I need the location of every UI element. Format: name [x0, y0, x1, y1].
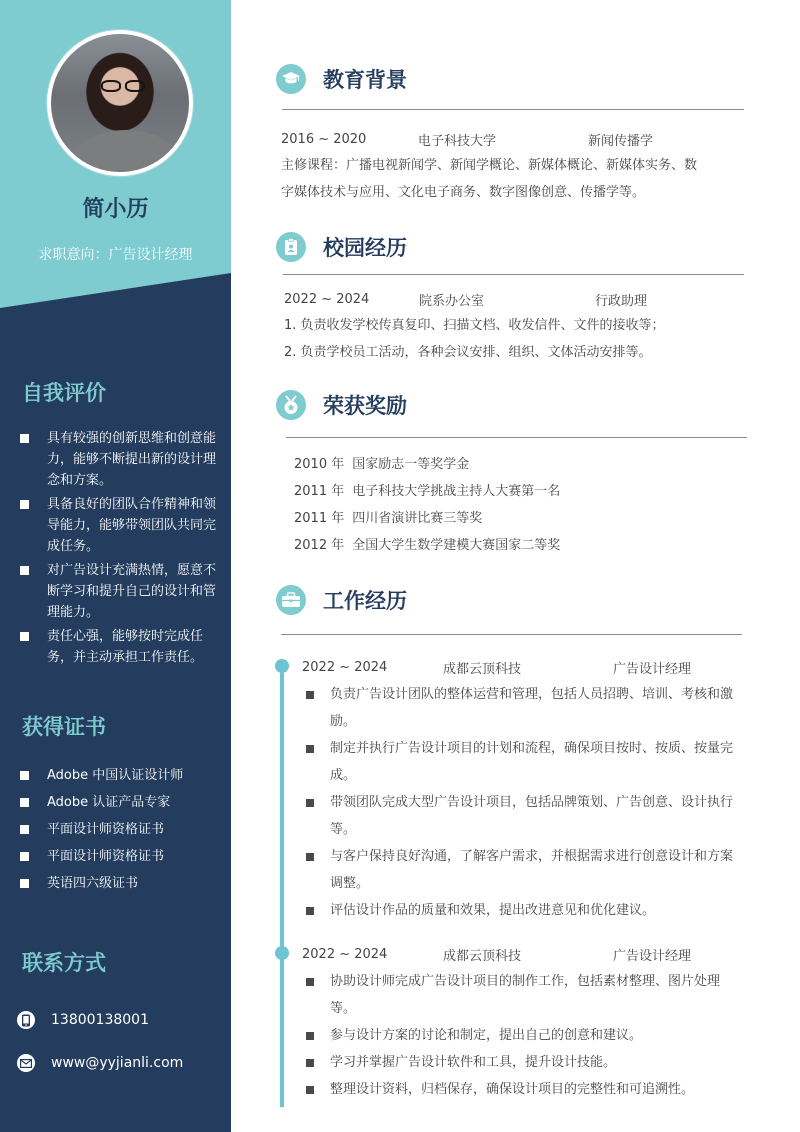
job-duty-item: 整理设计资料，归档保存，确保设计项目的完整性和可追溯性。 [304, 1076, 744, 1103]
timeline-dot-icon [275, 659, 289, 673]
campus-duties [284, 312, 665, 366]
email-address: www@yyjianli.com [51, 1055, 184, 1071]
square-bullet-icon [20, 632, 29, 641]
campus-header [276, 232, 407, 262]
campus-divider [283, 274, 744, 275]
job-row [302, 657, 691, 677]
job-duty-item: 制定并执行广告设计项目的计划和流程，确保项目按时、按质、按量完成。 [304, 735, 744, 789]
job-row [302, 944, 691, 964]
self-eval-item: 责任心强，能够按时完成任务，并主动承担工作责任。 [20, 626, 220, 668]
education-title: 教育背景 [323, 68, 407, 92]
job-duty-item: 参与设计方案的讨论和制定，提出自己的创意和建议。 [304, 1022, 744, 1049]
education-school: 电子科技大学 [418, 133, 497, 149]
square-bullet-icon [306, 799, 314, 807]
square-bullet-icon [306, 978, 314, 986]
job-duty-item: 学习并掌握广告设计软件和工具，提升设计技能。 [304, 1049, 744, 1076]
work-header [276, 585, 407, 615]
medal-icon [276, 390, 306, 420]
job-duty-item: 与客户保持良好沟通，了解客户需求，并根据需求进行创意设计和方案调整。 [304, 843, 744, 897]
job-duties [304, 968, 744, 1103]
candidate-name: 简小历 [82, 197, 149, 222]
campus-org: 院系办公室 [419, 293, 485, 309]
job-role: 广告设计经理 [613, 661, 692, 677]
square-bullet-icon [306, 745, 314, 753]
award-item: 2012 年 全国大学生数学建模大赛国家二等奖 [294, 538, 561, 553]
square-bullet-icon [20, 500, 29, 509]
job-period: 2022 ~ 2024 [302, 946, 388, 962]
phone-icon [17, 1011, 35, 1029]
square-bullet-icon [20, 798, 29, 807]
square-bullet-icon [306, 1032, 314, 1040]
sidebar [0, 0, 231, 1132]
job-duty-item: 协助设计师完成广告设计项目的制作工作，包括素材整理、图片处理等。 [304, 968, 744, 1022]
award-item: 2011 年 四川省演讲比赛三等奖 [294, 511, 483, 526]
awards-title: 荣获奖励 [323, 394, 407, 418]
job-intent: 求职意向：广告设计经理 [38, 247, 193, 263]
self-eval-list [20, 428, 220, 671]
square-bullet-icon [306, 907, 314, 915]
id-badge-icon [276, 232, 306, 262]
certs-list [20, 765, 220, 900]
avatar [47, 30, 193, 176]
timeline-dot-icon [275, 946, 289, 960]
avatar-torso [71, 130, 181, 176]
campus-title: 校园经历 [323, 236, 407, 260]
education-period: 2016 ~ 2020 [281, 131, 367, 147]
envelope-icon [17, 1054, 35, 1072]
square-bullet-icon [306, 691, 314, 699]
award-item: 2011 年 电子科技大学挑战主持人大赛第一名 [294, 484, 561, 499]
education-row [281, 129, 653, 149]
awards-header [276, 390, 407, 420]
work-divider [281, 634, 742, 635]
cert-item: Adobe 中国认证设计师 [20, 765, 220, 786]
campus-role: 行政助理 [595, 293, 648, 309]
self-eval-item: 具备良好的团队合作精神和领导能力，能够带领团队共同完成任务。 [20, 494, 220, 557]
self-eval-title: 自我评价 [22, 381, 106, 405]
square-bullet-icon [20, 566, 29, 575]
self-eval-item: 具有较强的创新思维和创意能力，能够不断提出新的设计理念和方案。 [20, 428, 220, 491]
square-bullet-icon [20, 879, 29, 888]
campus-duty-item: 2. 负责学校员工活动，各种会议安排、组织、文体活动安排等。 [284, 345, 652, 360]
education-divider [282, 109, 744, 110]
education-courses: 主修课程：广播电视新闻学、新闻学概论、新媒体概论、新媒体实务、数 字媒体技术与应用、文化电子商务、数字图像创意、传播学等。 [281, 158, 698, 200]
graduation-cap-icon [276, 64, 306, 94]
work-timeline-line [280, 663, 284, 1107]
square-bullet-icon [20, 852, 29, 861]
job-role: 广告设计经理 [613, 948, 692, 964]
square-bullet-icon [20, 825, 29, 834]
job-duties [304, 681, 744, 924]
cert-item: 平面设计师资格证书 [20, 819, 220, 840]
square-bullet-icon [306, 1086, 314, 1094]
campus-row [284, 289, 647, 309]
awards-divider [286, 437, 747, 438]
self-eval-item: 对广告设计充满热情，愿意不断学习和提升自己的设计和管理能力。 [20, 560, 220, 623]
award-item: 2010 年 国家励志一等奖学金 [294, 457, 470, 472]
campus-period: 2022 ~ 2024 [284, 291, 370, 307]
job-company: 成都云顶科技 [443, 661, 522, 677]
education-header [276, 64, 407, 94]
education-major: 新闻传播学 [588, 133, 654, 149]
awards-list [294, 451, 560, 559]
square-bullet-icon [20, 434, 29, 443]
contact-email [17, 1053, 183, 1073]
briefcase-icon [276, 585, 306, 615]
square-bullet-icon [306, 853, 314, 861]
contact-title: 联系方式 [22, 951, 106, 975]
avatar-glasses [99, 80, 149, 92]
cert-item: Adobe 认证产品专家 [20, 792, 220, 813]
phone-number: 13800138001 [51, 1012, 149, 1028]
square-bullet-icon [20, 771, 29, 780]
job-company: 成都云顶科技 [443, 948, 522, 964]
cert-item: 英语四六级证书 [20, 873, 220, 894]
cert-item: 平面设计师资格证书 [20, 846, 220, 867]
job-period: 2022 ~ 2024 [302, 659, 388, 675]
job-duty-item: 评估设计作品的质量和效果，提出改进意见和优化建议。 [304, 897, 744, 924]
square-bullet-icon [306, 1059, 314, 1067]
work-title: 工作经历 [323, 589, 407, 613]
job-duty-item: 带领团队完成大型广告设计项目，包括品牌策划、广告创意、设计执行等。 [304, 789, 744, 843]
certs-title: 获得证书 [22, 715, 106, 739]
campus-duty-item: 1. 负责收发学校传真复印、扫描文档、收发信件、文件的接收等； [284, 318, 665, 333]
job-duty-item: 负责广告设计团队的整体运营和管理，包括人员招聘、培训、考核和激励。 [304, 681, 744, 735]
contact-phone [17, 1010, 149, 1030]
